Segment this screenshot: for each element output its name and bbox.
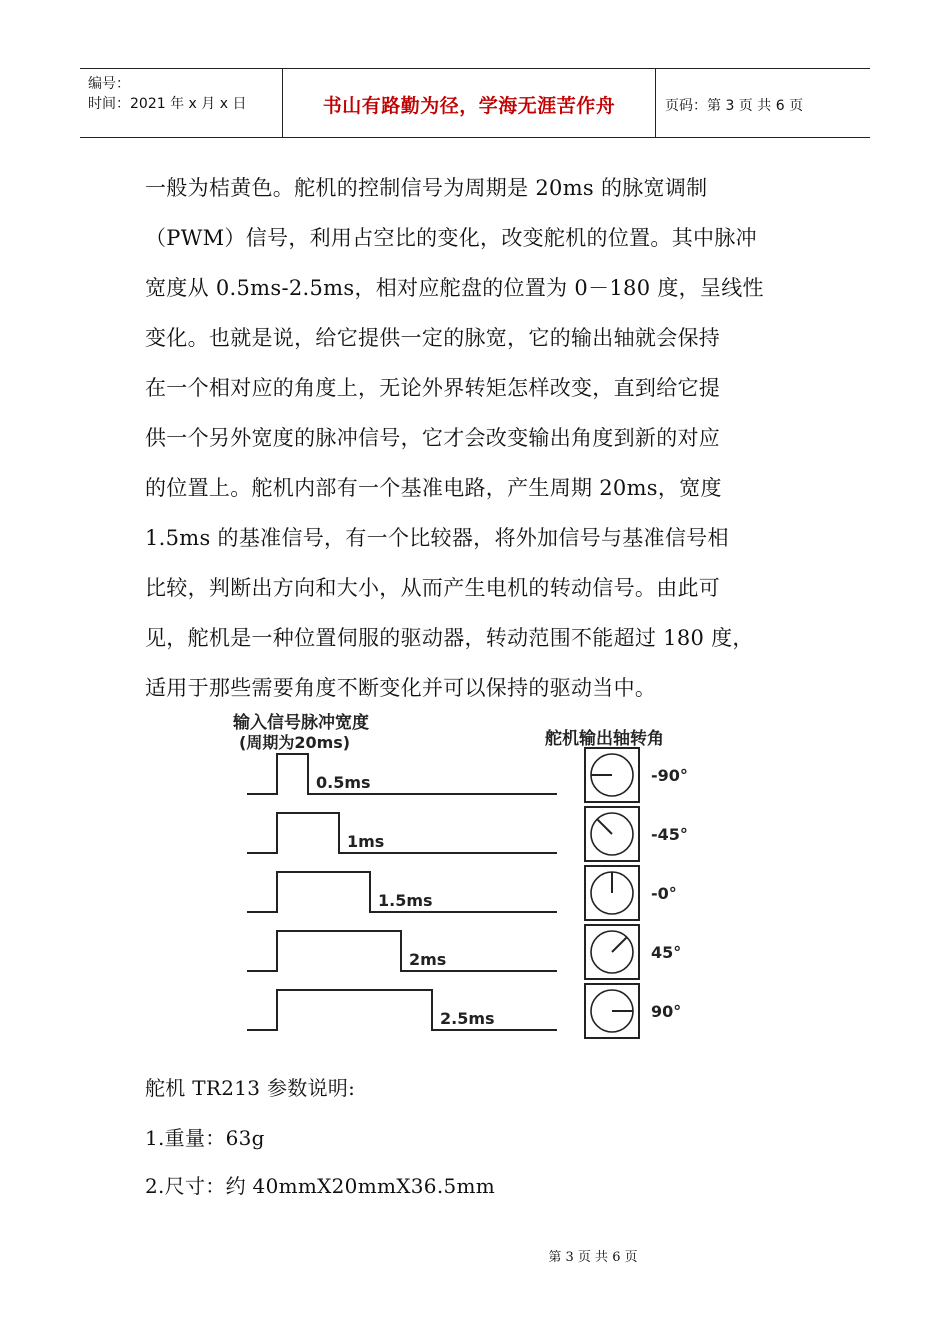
figure-title-line2: (周期为20ms): [239, 733, 351, 752]
document-number-label: 编号：: [88, 76, 130, 92]
paragraph-line: 供一个另外宽度的脉冲信号，它才会改变输出角度到新的对应: [145, 426, 721, 450]
pulse-waveform: [247, 754, 557, 794]
pulse-waveform: [247, 931, 557, 971]
header-page-cell: [655, 69, 870, 137]
servo-angle-label: 90°: [651, 1002, 682, 1021]
pulse-width-label: 2.5ms: [440, 1009, 495, 1028]
paragraph-line: 1.5ms 的基准信号，有一个比较器，将外加信号与基准信号相: [145, 526, 729, 550]
paragraph-line: 适用于那些需要角度不断变化并可以保持的驱动当中。: [145, 676, 657, 700]
paragraph-line: 变化。也就是说，给它提供一定的脉宽，它的输出轴就会保持: [145, 326, 721, 350]
paragraph-line: （PWM）信号，利用占空比的变化，改变舵机的位置。其中脉冲: [145, 226, 757, 250]
servo-angle-label: -0°: [651, 884, 677, 903]
header-page-label: 页码：第 3 页 共 6 页: [665, 98, 804, 114]
servo-pwm-figure: [225, 706, 735, 1040]
paragraph-line: 一般为桔黄色。舵机的控制信号为周期是 20ms 的脉宽调制: [145, 176, 708, 200]
servo-angle-label: -90°: [651, 766, 688, 785]
params-title: 舵机 TR213 参数说明:: [145, 1076, 356, 1100]
pulse-waveform: [247, 813, 557, 853]
page-footer: 第 3 页 共 6 页: [548, 1250, 638, 1265]
params-item-size: 2.尺寸：约 40mmX20mmX36.5mm: [145, 1174, 496, 1198]
pulse-width-label: 0.5ms: [316, 773, 371, 792]
pulse-width-label: 2ms: [409, 950, 447, 969]
servo-pwm-diagram: [225, 706, 735, 1040]
paragraph-line: 见，舵机是一种位置伺服的驱动器，转动范围不能超过 180 度，: [145, 626, 754, 650]
paragraph-line: 宽度从 0.5ms-2.5ms，相对应舵盘的位置为 0－180 度，呈线性: [145, 276, 764, 300]
pulse-width-label: 1ms: [347, 832, 385, 851]
servo-pointer: [612, 937, 627, 952]
paragraph-line: 的位置上。舵机内部有一个基准电路，产生周期 20ms，宽度: [145, 476, 722, 500]
header-motto: 书山有路勤为径，学海无涯苦作舟: [322, 95, 616, 117]
header-motto-cell: [282, 69, 656, 137]
params-item-weight: 1.重量：63g: [145, 1126, 265, 1150]
figure-title-line1: 输入信号脉冲宽度: [233, 713, 369, 733]
pulse-waveform: [247, 990, 557, 1030]
paragraph-line: 在一个相对应的角度上，无论外界转矩怎样改变，直到给它提: [145, 376, 721, 400]
document-date-label: 时间：2021 年 x 月 x 日: [88, 96, 247, 112]
servo-angle-label: 45°: [651, 943, 682, 962]
servo-pointer: [597, 819, 612, 834]
paragraph-line: 比较，判断出方向和大小，从而产生电机的转动信号。由此可: [145, 576, 721, 600]
pulse-width-label: 1.5ms: [378, 891, 433, 910]
header-left-cell: [80, 69, 282, 137]
servo-angle-label: -45°: [651, 825, 688, 844]
figure-right-title: 舵机输出轴转角: [545, 729, 664, 749]
page-header: [80, 68, 870, 138]
